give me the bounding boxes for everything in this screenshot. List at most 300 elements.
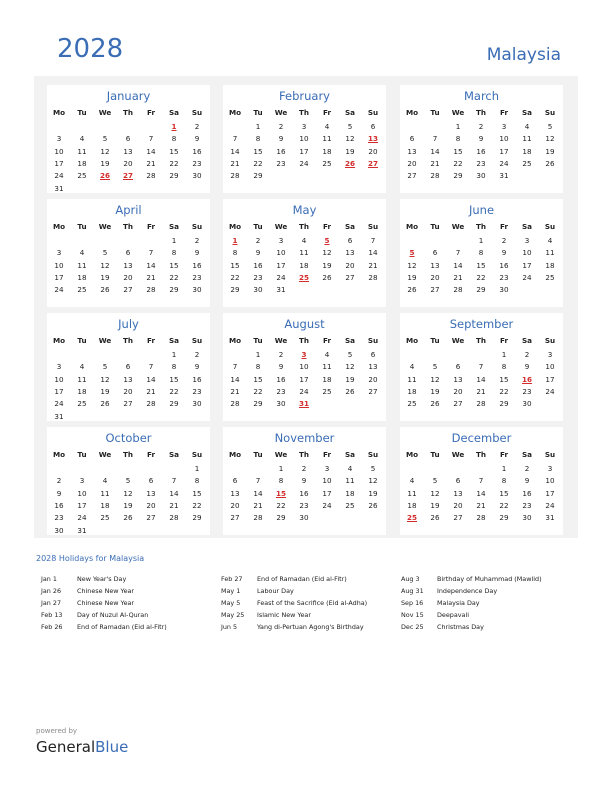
day: 22: [169, 386, 179, 396]
day: 19: [430, 500, 440, 510]
day: 27: [453, 399, 463, 409]
day: 24: [545, 386, 555, 396]
day: 10: [54, 374, 64, 384]
month-name: October: [105, 431, 152, 445]
day: 9: [194, 362, 200, 372]
day: 11: [407, 488, 417, 498]
month-may: [223, 199, 386, 307]
day: 11: [407, 374, 417, 384]
day: 20: [430, 272, 440, 282]
day: 27: [430, 285, 440, 295]
weekday-header: Fr: [323, 336, 331, 345]
day: 4: [79, 362, 85, 372]
weekday-header: Sa: [344, 222, 356, 231]
day: 7: [148, 362, 154, 372]
day: 28: [146, 171, 156, 181]
day: 23: [192, 158, 202, 168]
day: 11: [77, 374, 87, 384]
weekday-header: Mo: [52, 108, 66, 117]
day: 8: [255, 134, 261, 144]
weekday-header: Sa: [521, 222, 533, 231]
day: 3: [56, 248, 62, 258]
day: 30: [476, 171, 486, 181]
day: 28: [253, 513, 263, 523]
day: 29: [192, 513, 202, 523]
day: 13: [123, 260, 133, 270]
holiday-day: 5: [409, 248, 415, 258]
weekday-header: Fr: [500, 450, 508, 459]
brand-general: General: [36, 738, 96, 756]
day: 8: [501, 476, 507, 486]
day: 16: [299, 488, 309, 498]
day: 7: [432, 134, 438, 144]
day: 27: [368, 386, 378, 396]
weekday-header: Su: [367, 222, 379, 231]
day: 10: [299, 134, 309, 144]
weekday-header: Mo: [405, 336, 419, 345]
weekday-header: Su: [191, 108, 203, 117]
weekday-header: Fr: [323, 108, 331, 117]
day: 13: [230, 488, 240, 498]
day: 7: [478, 476, 484, 486]
day: 28: [453, 285, 463, 295]
day: 19: [123, 500, 133, 510]
day: 2: [501, 236, 507, 245]
day: 8: [232, 248, 238, 258]
weekday-header: Sa: [344, 108, 356, 117]
day: 7: [148, 248, 154, 258]
weekday-header: Th: [122, 108, 134, 117]
weekday-header: Th: [298, 108, 310, 117]
holiday-date: Sep 16: [401, 599, 424, 607]
weekday-header: We: [98, 108, 112, 117]
day: 21: [453, 272, 463, 282]
day: 15: [169, 374, 179, 384]
day: 3: [278, 236, 284, 245]
day: 4: [409, 362, 415, 372]
weekday-header: Sa: [344, 336, 356, 345]
day: 14: [453, 260, 463, 270]
day: 9: [56, 488, 62, 498]
day: 9: [194, 248, 200, 258]
weekday-header: We: [451, 336, 465, 345]
month-name: December: [451, 431, 512, 445]
day: 24: [54, 285, 64, 295]
day: 25: [322, 386, 332, 396]
day: 8: [194, 476, 200, 486]
day: 4: [301, 236, 307, 245]
day: 25: [77, 399, 87, 409]
holiday-day: 27: [122, 171, 133, 181]
day: 16: [522, 488, 532, 498]
holiday-name: Yang di-Pertuan Agong's Birthday: [257, 623, 364, 631]
day: 24: [545, 500, 555, 510]
day: 6: [125, 134, 131, 144]
day: 14: [146, 374, 156, 384]
day: 12: [345, 134, 355, 144]
day: 9: [524, 476, 530, 486]
day: 11: [545, 248, 555, 258]
weekday-header: Th: [475, 336, 487, 345]
day: 2: [301, 464, 307, 473]
weekday-header: We: [274, 336, 288, 345]
day: 16: [54, 500, 64, 510]
day: 12: [322, 248, 332, 258]
day: 7: [232, 362, 238, 372]
day: 19: [345, 374, 355, 384]
day: 2: [524, 350, 530, 359]
holiday-date: May 1: [221, 587, 241, 595]
weekday-header: Sa: [344, 450, 356, 459]
day: 24: [54, 399, 64, 409]
holiday-name: Christmas Day: [437, 623, 484, 631]
day: 17: [545, 374, 555, 384]
day: 27: [453, 513, 463, 523]
day: 3: [56, 134, 62, 144]
day: 31: [54, 183, 64, 193]
day: 20: [407, 158, 417, 168]
weekday-header: Su: [191, 336, 203, 345]
day: 1: [501, 464, 507, 473]
weekday-header: Su: [544, 336, 556, 345]
weekday-header: Th: [298, 450, 310, 459]
day: 22: [169, 158, 179, 168]
day: 17: [522, 260, 532, 270]
day: 30: [522, 399, 532, 409]
day: 12: [345, 362, 355, 372]
holiday-name: Labour Day: [257, 587, 294, 595]
day: 4: [79, 248, 85, 258]
weekday-header: Tu: [430, 222, 440, 231]
weekday-header: Fr: [323, 222, 331, 231]
day: 14: [230, 146, 240, 156]
weekday-header: We: [98, 450, 112, 459]
day: 14: [430, 146, 440, 156]
day: 6: [432, 248, 438, 258]
holiday-name: Chinese New Year: [77, 587, 135, 595]
day: 27: [123, 399, 133, 409]
day: 19: [322, 260, 332, 270]
day: 20: [453, 500, 463, 510]
weekday-header: We: [98, 222, 112, 231]
weekday-header: Sa: [168, 108, 180, 117]
day: 26: [545, 158, 555, 168]
day: 27: [123, 285, 133, 295]
day: 6: [455, 476, 461, 486]
day: 25: [545, 272, 555, 282]
day: 23: [522, 386, 532, 396]
day: 29: [499, 513, 509, 523]
day: 26: [123, 513, 133, 523]
weekday-header: Fr: [500, 336, 508, 345]
weekday-header: Tu: [77, 450, 87, 459]
day: 21: [230, 386, 240, 396]
month-name: January: [106, 89, 151, 103]
day: 18: [545, 260, 555, 270]
day: 13: [123, 146, 133, 156]
day: 6: [125, 362, 131, 372]
holiday-name: End of Ramadan (Eid al-Fitr): [77, 623, 167, 631]
day: 26: [100, 285, 110, 295]
month-name: June: [468, 203, 495, 217]
day: 4: [102, 476, 108, 486]
day: 28: [476, 513, 486, 523]
weekday-header: Tu: [253, 222, 263, 231]
month-april: [47, 199, 210, 307]
day: 22: [276, 500, 286, 510]
holiday-name: Independence Day: [437, 587, 498, 595]
day: 23: [192, 272, 202, 282]
day: 24: [522, 272, 532, 282]
day: 18: [322, 146, 332, 156]
weekday-header: We: [98, 336, 112, 345]
day: 3: [324, 464, 330, 473]
day: 26: [345, 386, 355, 396]
weekday-header: Tu: [253, 450, 263, 459]
day: 23: [54, 513, 64, 523]
weekday-header: Su: [191, 222, 203, 231]
month-name: September: [449, 317, 514, 331]
day: 16: [499, 260, 509, 270]
day: 20: [123, 158, 133, 168]
day: 29: [276, 513, 286, 523]
weekday-header: Sa: [168, 450, 180, 459]
holiday-date: Jan 26: [41, 587, 62, 595]
day: 8: [171, 362, 177, 372]
day: 22: [253, 386, 263, 396]
day: 19: [407, 272, 417, 282]
day: 14: [368, 248, 378, 258]
day: 16: [276, 146, 286, 156]
weekday-header: Mo: [228, 336, 242, 345]
day: 15: [499, 488, 509, 498]
day: 26: [407, 285, 417, 295]
weekday-header: We: [451, 222, 465, 231]
holiday-name: Deepavali: [437, 611, 470, 619]
day: 29: [476, 285, 486, 295]
page-title-year: 2028: [57, 34, 124, 64]
weekday-header: Mo: [228, 222, 242, 231]
day: 21: [476, 386, 486, 396]
day: 23: [192, 386, 202, 396]
day: 8: [255, 362, 261, 372]
day: 25: [407, 399, 417, 409]
day: 1: [501, 350, 507, 359]
day: 13: [453, 374, 463, 384]
day: 5: [547, 122, 553, 131]
month-march: [400, 85, 563, 193]
day: 20: [123, 272, 133, 282]
day: 30: [192, 285, 202, 295]
day: 29: [169, 171, 179, 181]
day: 18: [77, 272, 87, 282]
day: 16: [192, 374, 202, 384]
holiday-date: Feb 26: [41, 623, 63, 631]
holiday-name: Birthday of Muhammad (Mawlid): [437, 575, 542, 583]
weekday-header: Tu: [253, 108, 263, 117]
day: 28: [430, 171, 440, 181]
day: 5: [347, 350, 353, 359]
day: 17: [276, 260, 286, 270]
weekday-header: Th: [122, 450, 134, 459]
holiday-date: Feb 27: [221, 575, 243, 583]
day: 12: [407, 260, 417, 270]
day: 29: [230, 285, 240, 295]
day: 1: [478, 236, 484, 245]
day: 26: [430, 399, 440, 409]
day: 31: [276, 285, 286, 295]
day: 21: [476, 500, 486, 510]
day: 1: [171, 350, 177, 359]
day: 19: [100, 272, 110, 282]
weekday-header: Sa: [168, 336, 180, 345]
day: 14: [253, 488, 263, 498]
day: 28: [146, 285, 156, 295]
day: 21: [146, 272, 156, 282]
day: 18: [407, 386, 417, 396]
day: 24: [299, 386, 309, 396]
month-december: [400, 427, 563, 535]
calendar-panel: [34, 76, 578, 538]
day: 11: [77, 260, 87, 270]
day: 22: [453, 158, 463, 168]
day: 16: [192, 260, 202, 270]
day: 30: [299, 513, 309, 523]
day: 22: [499, 386, 509, 396]
holiday-day: 5: [324, 236, 330, 245]
day: 30: [192, 399, 202, 409]
day: 7: [232, 134, 238, 144]
day: 25: [100, 513, 110, 523]
month-name: November: [274, 431, 335, 445]
holiday-name: Day of Nuzul Al-Quran: [77, 611, 149, 619]
day: 9: [478, 134, 484, 144]
day: 12: [100, 260, 110, 270]
day: 22: [192, 500, 202, 510]
day: 17: [54, 158, 64, 168]
country-title: Malaysia: [486, 45, 561, 65]
day: 18: [345, 488, 355, 498]
day: 15: [230, 260, 240, 270]
day: 2: [278, 122, 284, 131]
day: 7: [171, 476, 177, 486]
weekday-header: Tu: [77, 222, 87, 231]
weekday-header: Mo: [405, 108, 419, 117]
holiday-day: 15: [275, 488, 286, 498]
day: 10: [77, 488, 87, 498]
day: 9: [524, 362, 530, 372]
day: 2: [194, 122, 200, 131]
day: 18: [299, 260, 309, 270]
day: 20: [345, 260, 355, 270]
holiday-day: 13: [367, 134, 378, 144]
day: 17: [322, 488, 332, 498]
day: 5: [102, 134, 108, 144]
day: 29: [253, 399, 263, 409]
day: 4: [79, 134, 85, 144]
day: 15: [476, 260, 486, 270]
day: 21: [146, 386, 156, 396]
day: 26: [430, 513, 440, 523]
day: 13: [123, 374, 133, 384]
day: 22: [476, 272, 486, 282]
day: 29: [253, 171, 263, 181]
day: 3: [524, 236, 530, 245]
day: 19: [100, 386, 110, 396]
day: 9: [278, 134, 284, 144]
day: 18: [322, 374, 332, 384]
day: 13: [453, 488, 463, 498]
day: 20: [368, 374, 378, 384]
day: 8: [455, 134, 461, 144]
holiday-name: Malaysia Day: [437, 599, 480, 607]
day: 26: [322, 272, 332, 282]
day: 18: [522, 146, 532, 156]
month-july: [47, 313, 210, 421]
day: 8: [171, 248, 177, 258]
day: 8: [171, 134, 177, 144]
weekday-header: Sa: [168, 222, 180, 231]
weekday-header: We: [274, 222, 288, 231]
holidays-title: 2028 Holidays for Malaysia: [36, 554, 145, 563]
day: 23: [522, 500, 532, 510]
day: 15: [499, 374, 509, 384]
day: 2: [194, 236, 200, 245]
day: 21: [430, 158, 440, 168]
day: 18: [407, 500, 417, 510]
day: 16: [476, 146, 486, 156]
day: 9: [501, 248, 507, 258]
day: 2: [524, 464, 530, 473]
day: 2: [278, 350, 284, 359]
day: 29: [169, 285, 179, 295]
day: 11: [299, 248, 309, 258]
day: 17: [54, 272, 64, 282]
day: 11: [100, 488, 110, 498]
day: 5: [432, 362, 438, 372]
holiday-date: Jan 27: [41, 599, 62, 607]
day: 4: [524, 122, 530, 131]
weekday-header: Fr: [147, 450, 155, 459]
day: 22: [499, 500, 509, 510]
day: 8: [478, 248, 484, 258]
day: 31: [545, 513, 555, 523]
day: 13: [407, 146, 417, 156]
day: 9: [194, 134, 200, 144]
day: 25: [77, 285, 87, 295]
day: 14: [476, 374, 486, 384]
day: 4: [409, 476, 415, 486]
day: 14: [146, 260, 156, 270]
day: 7: [455, 248, 461, 258]
day: 20: [146, 500, 156, 510]
day: 28: [230, 171, 240, 181]
holiday-date: Feb 13: [41, 611, 63, 619]
day: 1: [194, 464, 200, 473]
day: 23: [299, 500, 309, 510]
day: 4: [324, 122, 330, 131]
day: 4: [547, 236, 553, 245]
weekday-header: Su: [544, 108, 556, 117]
day: 20: [123, 386, 133, 396]
day: 6: [455, 362, 461, 372]
day: 12: [100, 374, 110, 384]
day: 3: [301, 122, 307, 131]
holiday-day: 31: [298, 399, 309, 409]
weekday-header: Mo: [52, 222, 66, 231]
day: 13: [430, 260, 440, 270]
day: 6: [370, 350, 376, 359]
